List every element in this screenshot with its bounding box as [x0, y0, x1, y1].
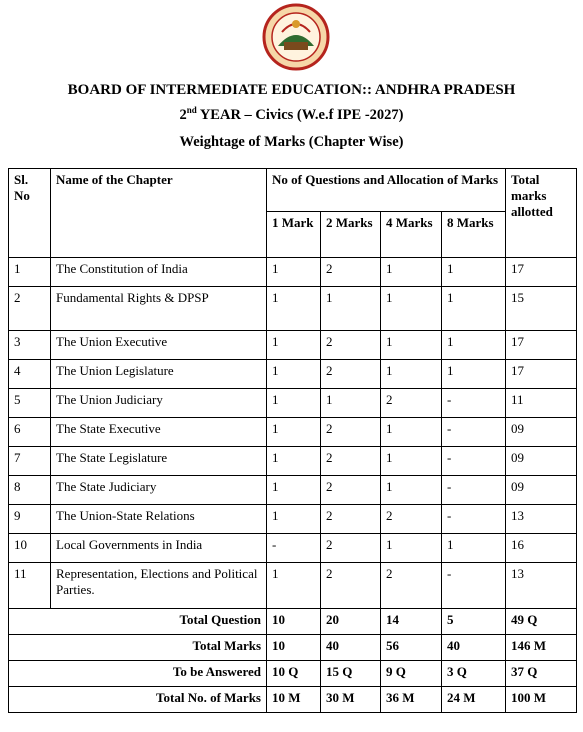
cell-name: The State Judiciary [51, 476, 267, 505]
cell-total: 16 [506, 534, 577, 563]
summary-cell-m8: 40 [442, 635, 506, 661]
table-row [9, 563, 577, 609]
cell-total: 09 [506, 476, 577, 505]
cell-m4: 1 [381, 418, 442, 447]
summary-row [9, 687, 577, 713]
cell-m4: 2 [381, 563, 442, 609]
summary-cell-m2: 40 [321, 635, 381, 661]
cell-total: 09 [506, 447, 577, 476]
summary-cell-m4: 14 [381, 609, 442, 635]
cell-m8: - [442, 505, 506, 534]
cell-name: The Union-State Relations [51, 505, 267, 534]
cell-total: 17 [506, 258, 577, 287]
cell-m1: - [267, 534, 321, 563]
document-subtitle: Weightage of Marks (Chapter Wise) [179, 134, 404, 150]
cell-m4: 1 [381, 258, 442, 287]
cell-m1: 1 [267, 258, 321, 287]
cell-m2: 2 [321, 505, 381, 534]
cell-m4: 1 [381, 534, 442, 563]
cell-m8: - [442, 476, 506, 505]
header-row [9, 169, 577, 212]
summary-cell-m4: 36 M [381, 687, 442, 713]
summary-label: Total No. of Marks [9, 687, 267, 713]
table-row [9, 447, 577, 476]
subheader-8-marks: 8 Marks [442, 212, 506, 258]
cell-m8: 1 [442, 287, 506, 331]
summary-row [9, 661, 577, 687]
cell-sl: 4 [9, 360, 51, 389]
cell-sl: 7 [9, 447, 51, 476]
cell-sl: 2 [9, 287, 51, 331]
cell-m8: 1 [442, 360, 506, 389]
cell-name: The Union Executive [51, 331, 267, 360]
cell-m4: 1 [381, 287, 442, 331]
summary-cell-total: 146 M [506, 635, 577, 661]
cell-m1: 1 [267, 447, 321, 476]
summary-cell-m2: 15 Q [321, 661, 381, 687]
cell-m2: 2 [321, 331, 381, 360]
header-total-marks: Total marks allotted [506, 169, 577, 258]
cell-m8: 1 [442, 258, 506, 287]
cell-sl: 10 [9, 534, 51, 563]
summary-cell-m1: 10 Q [267, 661, 321, 687]
cell-m1: 1 [267, 476, 321, 505]
cell-m2: 2 [321, 418, 381, 447]
cell-name: The Constitution of India [51, 258, 267, 287]
cell-total: 13 [506, 563, 577, 609]
cell-sl: 9 [9, 505, 51, 534]
cell-total: 17 [506, 360, 577, 389]
cell-sl: 1 [9, 258, 51, 287]
cell-m8: - [442, 418, 506, 447]
cell-m8: 1 [442, 534, 506, 563]
cell-m2: 1 [321, 287, 381, 331]
table-row [9, 389, 577, 418]
document-title [0, 107, 583, 124]
weightage-table [8, 168, 577, 713]
cell-m2: 2 [321, 258, 381, 287]
table-row [9, 287, 577, 331]
summary-cell-m8: 24 M [442, 687, 506, 713]
cell-m2: 1 [321, 389, 381, 418]
header-chapter-name: Name of the Chapter [51, 169, 267, 258]
cell-m1: 1 [267, 331, 321, 360]
cell-name: The State Legislature [51, 447, 267, 476]
cell-m8: - [442, 447, 506, 476]
cell-m1: 1 [267, 505, 321, 534]
year-number: 2 [179, 107, 187, 123]
cell-m1: 1 [267, 389, 321, 418]
cell-sl: 5 [9, 389, 51, 418]
cell-m8: 1 [442, 331, 506, 360]
table-row [9, 331, 577, 360]
cell-m2: 2 [321, 447, 381, 476]
cell-name: The Union Legislature [51, 360, 267, 389]
cell-name: The Union Judiciary [51, 389, 267, 418]
cell-m1: 1 [267, 418, 321, 447]
year-rest: YEAR – Civics (W.e.f IPE -2027) [196, 107, 404, 123]
summary-cell-m8: 3 Q [442, 661, 506, 687]
cell-sl: 6 [9, 418, 51, 447]
cell-m1: 1 [267, 360, 321, 389]
table-row [9, 258, 577, 287]
cell-total: 11 [506, 389, 577, 418]
cell-total: 13 [506, 505, 577, 534]
cell-m2: 2 [321, 534, 381, 563]
summary-cell-m4: 9 Q [381, 661, 442, 687]
cell-m8: - [442, 389, 506, 418]
cell-m4: 1 [381, 447, 442, 476]
table-row [9, 418, 577, 447]
cell-m1: 1 [267, 287, 321, 331]
summary-cell-total: 37 Q [506, 661, 577, 687]
table-row [9, 360, 577, 389]
board-title: BOARD OF INTERMEDIATE EDUCATION:: ANDHRA PRADESH [67, 82, 516, 98]
summary-cell-m1: 10 M [267, 687, 321, 713]
subheader-4-marks: 4 Marks [381, 212, 442, 258]
summary-cell-m4: 56 [381, 635, 442, 661]
cell-m2: 2 [321, 476, 381, 505]
table-row [9, 505, 577, 534]
cell-total: 15 [506, 287, 577, 331]
summary-label: To be Answered [9, 661, 267, 687]
year-superscript: nd [186, 105, 197, 116]
summary-row [9, 635, 577, 661]
cell-m4: 1 [381, 360, 442, 389]
subheader-1-mark: 1 Mark [267, 212, 321, 258]
cell-name: The State Executive [51, 418, 267, 447]
table-row [9, 534, 577, 563]
summary-cell-m2: 20 [321, 609, 381, 635]
summary-cell-m8: 5 [442, 609, 506, 635]
cell-m4: 2 [381, 505, 442, 534]
cell-sl: 3 [9, 331, 51, 360]
cell-name: Representation, Elections and Political Parties. [51, 563, 267, 609]
cell-m8: - [442, 563, 506, 609]
cell-sl: 11 [9, 563, 51, 609]
cell-m4: 1 [381, 331, 442, 360]
cell-total: 17 [506, 331, 577, 360]
summary-label: Total Marks [9, 635, 267, 661]
subheader-2-marks: 2 Marks [321, 212, 381, 258]
board-logo [262, 2, 330, 72]
cell-m4: 1 [381, 476, 442, 505]
summary-cell-m1: 10 [267, 609, 321, 635]
cell-m2: 2 [321, 563, 381, 609]
header-allocation: No of Questions and Allocation of Marks [267, 169, 506, 212]
cell-m2: 2 [321, 360, 381, 389]
table-row [9, 476, 577, 505]
summary-cell-m1: 10 [267, 635, 321, 661]
summary-cell-total: 100 M [506, 687, 577, 713]
cell-name: Local Governments in India [51, 534, 267, 563]
cell-sl: 8 [9, 476, 51, 505]
summary-cell-total: 49 Q [506, 609, 577, 635]
summary-row [9, 609, 577, 635]
header-slno: Sl. No [9, 169, 51, 258]
cell-m4: 2 [381, 389, 442, 418]
summary-cell-m2: 30 M [321, 687, 381, 713]
cell-m1: 1 [267, 563, 321, 609]
cell-name: Fundamental Rights & DPSP [51, 287, 267, 331]
summary-label: Total Question [9, 609, 267, 635]
cell-total: 09 [506, 418, 577, 447]
